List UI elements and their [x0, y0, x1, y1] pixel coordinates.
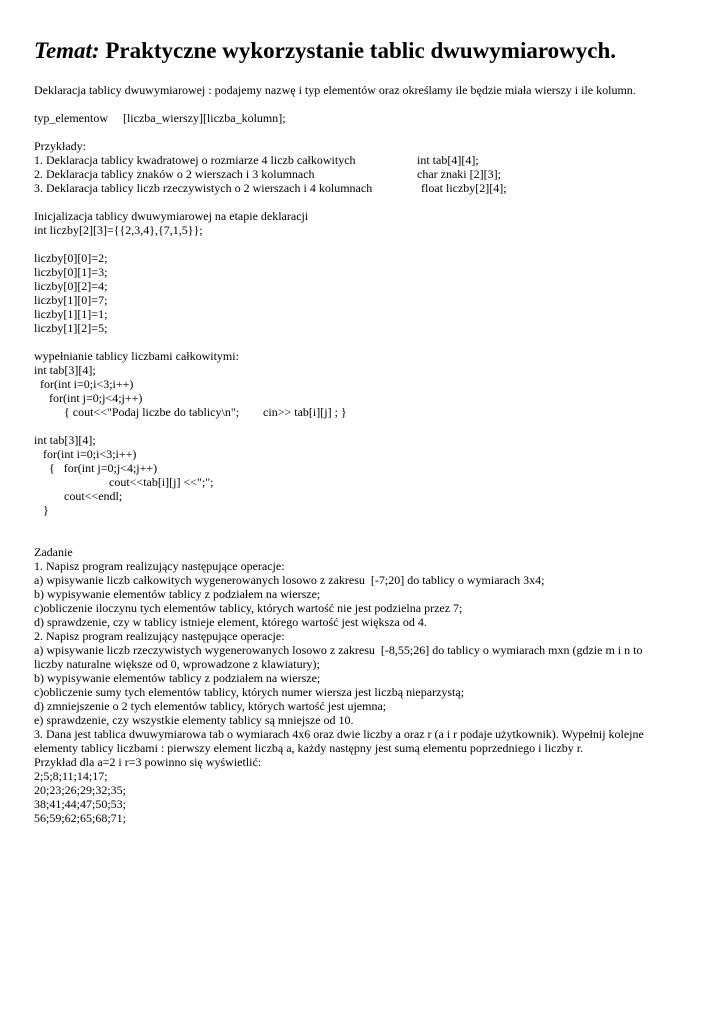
task-line: 3. Dana jest tablica dwuwymiarowa tab o wymiarach 4x6 oraz dwie liczby a oraz r (a i r podaje użytkownik). Wypełnij kolejne	[34, 727, 644, 741]
intro-text: Deklaracja tablicy dwuwymiarowej : podajemy nazwę i typ elementów oraz określamy ile będzie miała wierszy i ile kolumn.	[34, 83, 636, 97]
task-line: 20;23;26;29;32;35;	[34, 783, 127, 797]
assignment-line: liczby[0][0]=2;	[34, 251, 108, 265]
page-title	[34, 38, 616, 64]
init-code: int liczby[2][3]={{2,3,4},{7,1,5}};	[34, 223, 203, 237]
print-code-line: int tab[3][4];	[34, 433, 96, 447]
print-code-line: cout<<tab[i][j] <<";";	[34, 475, 214, 489]
examples-heading: Przykłady:	[34, 139, 86, 153]
task-line: d) zmniejszenie o 2 tych elementów tablicy, których wartość jest ujemna;	[34, 699, 387, 713]
task-line: a) wpisywanie liczb całkowitych wygenerowanych losowo z zakresu [-7;20] do tablicy o wymiarach 3x4;	[34, 573, 545, 587]
task-line: Przykład dla a=2 i r=3 powinno się wyświetlić:	[34, 755, 262, 769]
example-text: 2. Deklaracja tablicy znaków o 2 wierszach i 3 kolumnach	[34, 167, 315, 181]
print-code-line: { for(int j=0;j<4;j++)	[34, 461, 158, 475]
assignment-line: liczby[0][1]=3;	[34, 265, 108, 279]
fill-code-line: { cout<<"Podaj liczbe do tablicy\n"; cin>> tab[i][j] ; }	[34, 405, 347, 419]
fill-code-line: int tab[3][4];	[34, 363, 96, 377]
task-line: d) sprawdzenie, czy w tablicy istnieje element, którego wartość jest większa od 4.	[34, 615, 427, 629]
task-line: liczby naturalne większe od 0, wprowadzone z klawiatury);	[34, 657, 320, 671]
task-line: 1. Napisz program realizujący następujące operacje:	[34, 559, 285, 573]
assignment-line: liczby[0][2]=4;	[34, 279, 108, 293]
fill-heading: wypełnianie tablicy liczbami całkowitymi:	[34, 349, 239, 363]
example-text: 3. Deklaracja tablicy liczb rzeczywistych o 2 wierszach i 4 kolumnach	[34, 181, 373, 195]
assignment-line: liczby[1][0]=7;	[34, 293, 108, 307]
print-code-line: for(int i=0;i<3;i++)	[34, 447, 137, 461]
task-line: c)obliczenie iloczynu tych elementów tablicy, których wartość nie jest podzielna przez 7;	[34, 601, 463, 615]
assignment-line: liczby[1][1]=1;	[34, 307, 108, 321]
assignment-line: liczby[1][2]=5;	[34, 321, 108, 335]
example-code: float liczby[2][4];	[421, 181, 507, 195]
init-heading: Inicjalizacja tablicy dwuwymiarowej na etapie deklaracji	[34, 209, 309, 223]
task-line: 38;41;44;47;50;53;	[34, 797, 127, 811]
task-line: b) wypisywanie elementów tablicy z podziałem na wiersze;	[34, 671, 321, 685]
task-heading: Zadanie	[34, 545, 73, 559]
example-code: int tab[4][4];	[417, 153, 479, 167]
task-line: 56;59;62;65;68;71;	[34, 811, 127, 825]
fill-code-line: for(int j=0;j<4;j++)	[34, 391, 143, 405]
example-text: 1. Deklaracja tablicy kwadratowej o rozmiarze 4 liczb całkowitych	[34, 153, 356, 167]
task-line: b) wypisywanie elementów tablicy z podziałem na wiersze;	[34, 587, 321, 601]
print-code-line: cout<<endl;	[34, 489, 123, 503]
task-line: c)obliczenie sumy tych elementów tablicy, których numer wiersza jest liczbą nieparzystą;	[34, 685, 465, 699]
title-lead: Temat:	[34, 38, 100, 63]
title-text: Praktyczne wykorzystanie tablic dwuwymiarowych.	[105, 38, 616, 63]
task-line: 2;5;8;11;14;17;	[34, 769, 108, 783]
task-line: a) wpisywanie liczb rzeczywistych wygenerowanych losowo z zakresu [-8,55;26] do tablicy o wymiarach mxn (gdzie m i n to	[34, 643, 643, 657]
task-line: 2. Napisz program realizujący następujące operacje:	[34, 629, 285, 643]
fill-code-line: for(int i=0;i<3;i++)	[34, 377, 134, 391]
syntax-line: typ_elementow [liczba_wierszy][liczba_kolumn];	[34, 111, 286, 125]
print-code-line: }	[34, 503, 49, 517]
task-line: e) sprawdzenie, czy wszystkie elementy tablicy są mniejsze od 10.	[34, 713, 354, 727]
task-line: elementy tablicy liczbami : pierwszy element liczbą a, każdy następny jest sumą elementu poprzedniego i liczby r.	[34, 741, 584, 755]
example-code: char znaki [2][3];	[417, 167, 501, 181]
